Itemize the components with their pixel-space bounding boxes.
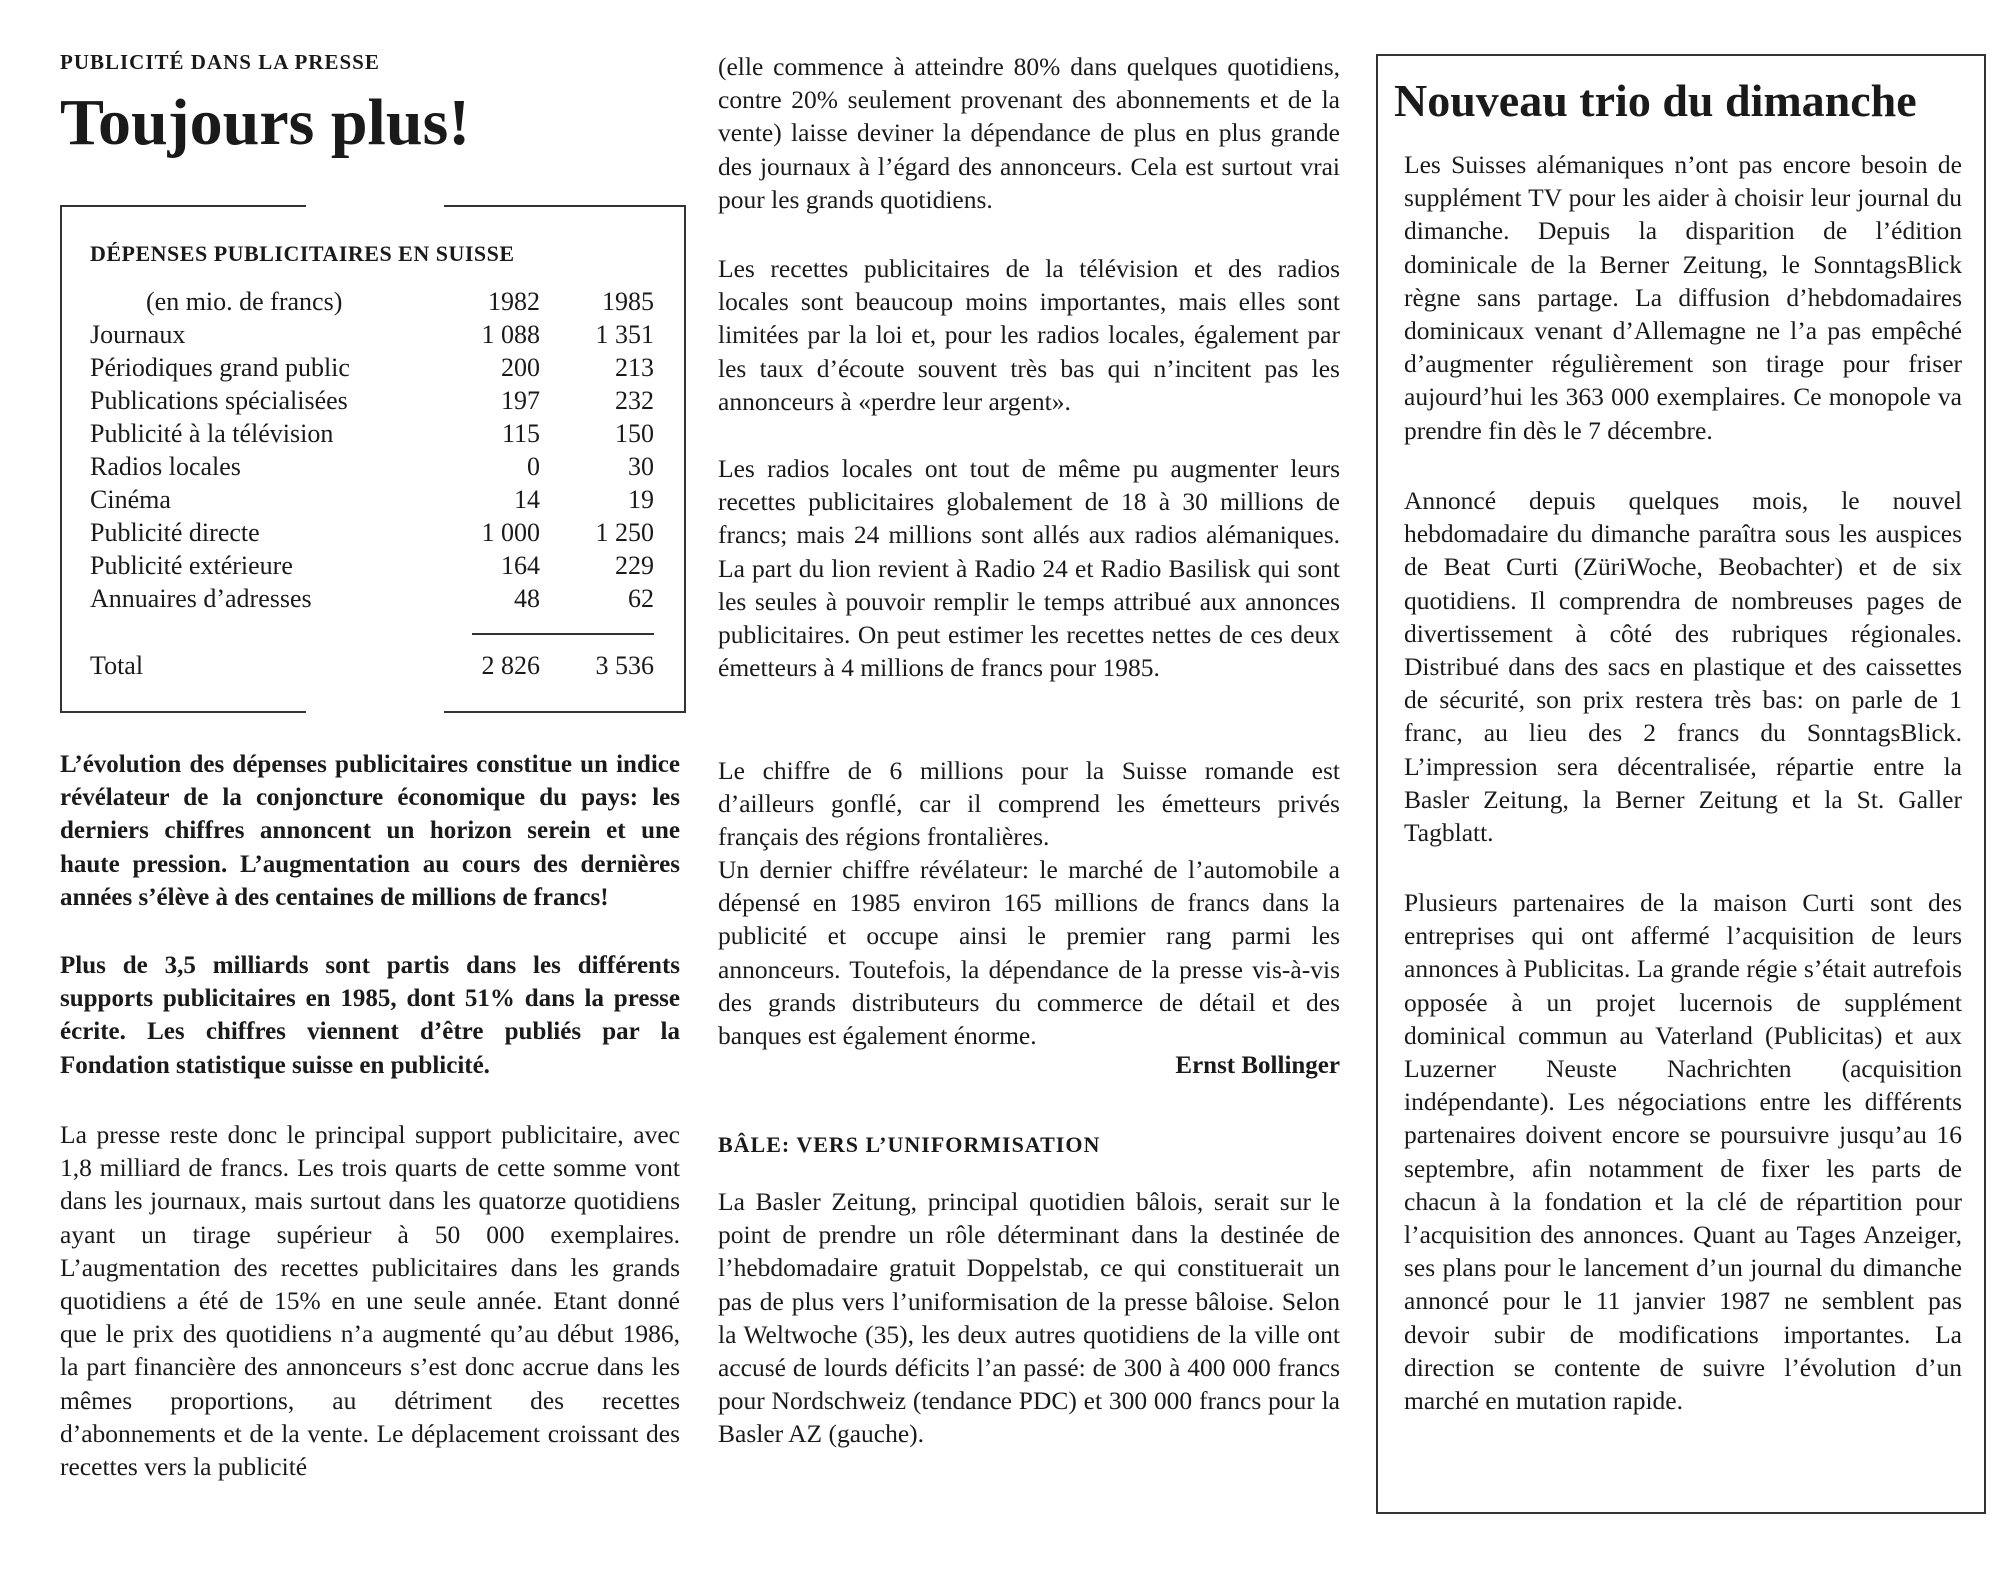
- sidebar-paragraph-1: Les Suisses alémaniques n’ont pas encore besoin de supplément TV pour les aider à choisir leur journal du dimanche. Depuis la disparition de l’édition dominicale de la Berner Zeitung, le SonntagsBlick règne sans partage. La diffusion d’hebdomadaires dominicaux venant d’Allemagne ne l’a pas empêché d’augmenter régulièrement son tirage pour friser aujourd’hui les 363 000 exemplaires. Ce monopole va prendre fin dès le 7 décembre.: [1404, 150, 1962, 445]
- row-label: Publicité à la télévision: [90, 419, 334, 448]
- sidebar-story-box: [1376, 54, 1986, 1514]
- table-row: [90, 450, 660, 483]
- row-value-1985: 30: [628, 452, 654, 481]
- table-year-1985: 1985: [602, 287, 654, 316]
- row-label: Périodiques grand public: [90, 353, 350, 382]
- article-kicker: PUBLICITÉ DANS LA PRESSE: [60, 50, 380, 74]
- lead-paragraph-1: L’évolution des dépenses publicitaires constitue un indice révélateur de la conjoncture économique du pays: les derniers chiffres annoncent un horizon serein et une haute pression. L’augmentation au cours des dernières années s’élève à des centaines de millions de francs!: [60, 751, 680, 911]
- row-value-1982: 1 088: [481, 320, 540, 349]
- table-row: [90, 483, 660, 516]
- body-paragraph-2: (elle commence à atteindre 80% dans quelques quotidiens, contre 20% seulement provenant des abonnements et de la vente) laisse deviner la dépendance de plus en plus grande des journaux à l’égard des annonceurs. Cela est surtout vrai pour les grands quotidiens.: [718, 52, 1340, 214]
- row-value-1982: 0: [527, 452, 540, 481]
- table-header-row: [90, 285, 660, 318]
- table-border-bottom-right: [444, 711, 686, 713]
- row-value-1982: 197: [501, 386, 540, 415]
- sidebar-paragraph-3: Plusieurs partenaires de la maison Curti sont des entreprises qui ont affermé l’acquisition de leurs annonces à Publicitas. La grande régie s’était autrefois opposée à un projet lucernois de supplément dominical commun au Vaterland (Publicitas) et aux Luzerner Neuste Nachrichten (acquisition indépendante). Les négociations entre les différents partenaires doivent encore se poursuivre jusqu’au 16 septembre, afin notamment de fixer les parts de chacun à la fondation et la clé de répartition pour l’acquisition des annonces. Quant au Tages Anzeiger, ses plans pour le lancement d’un journal du dimanche annoncé pour le 11 janvier 1987 ne semblent pas devoir subir de modifications importantes. La direction se contente de suivre l’évolution d’un marché en mutation rapide.: [1404, 888, 1962, 1416]
- table-row: [90, 351, 660, 384]
- table-row: [90, 318, 660, 351]
- sidebar-story-title: Nouveau trio du dimanche: [1394, 75, 1917, 126]
- row-value-1985: 213: [615, 353, 654, 382]
- total-label: Total: [90, 651, 144, 680]
- row-value-1982: 115: [501, 419, 540, 448]
- table-border-bottom-left: [60, 711, 306, 713]
- row-label: Publicité extérieure: [90, 551, 293, 580]
- body-paragraph-7: La Basler Zeitung, principal quotidien bâlois, serait sur le point de prendre un rôle déterminant dans la destinée de l’hebdomadaire gratuit Doppelstab, ce qui constituerait un pas de plus vers l’uniformisation de la presse bâloise. Selon la Weltwoche (35), les deux autres quotidiens de la ville ont accusé de lourds déficits l’an passé: de 300 à 400 000 francs pour Nordschweiz (tendance PDC) et 300 000 francs pour la Basler AZ (gauche).: [718, 1187, 1340, 1449]
- body-paragraph-4: Les radios locales ont tout de même pu augmenter leurs recettes publicitaires globalement de 18 à 30 millions de francs; mais 24 millions sont allés aux radios alémaniques. La part du lion revient à Radio 24 et Radio Basilisk qui sont les seules à pouvoir remplir le temps attribué aux annonces publicitaires. On peut estimer les recettes nettes de ces deux émetteurs à 4 millions de francs pour 1985.: [718, 454, 1340, 683]
- table-unit: (en mio. de francs): [146, 287, 343, 316]
- row-value-1985: 1 250: [595, 518, 654, 547]
- row-label: Publications spécialisées: [90, 386, 348, 415]
- table-row: [90, 582, 660, 615]
- table-row: [90, 384, 660, 417]
- table-border-top-left: [60, 205, 306, 207]
- row-value-1982: 14: [514, 485, 540, 514]
- row-value-1982: 1 000: [481, 518, 540, 547]
- advertising-spending-table: [60, 205, 686, 713]
- row-value-1985: 62: [628, 584, 654, 613]
- table-border-top-right: [444, 205, 686, 207]
- section-heading: BÂLE: VERS L’UNIFORMISATION: [718, 1132, 1101, 1157]
- body-paragraph-6: Un dernier chiffre révélateur: le marché de l’automobile a dépensé en 1985 environ 165 millions de francs dans la publicité et occupe ainsi le premier rang parmi les annonceurs. Toutefois, la dépendance de la presse vis-à-vis des grands distributeurs du commerce de détail et des banques est également énorme.: [718, 855, 1340, 1051]
- row-value-1985: 232: [615, 386, 654, 415]
- table-title: DÉPENSES PUBLICITAIRES EN SUISSE: [90, 241, 515, 266]
- row-value-1982: 164: [501, 551, 540, 580]
- body-paragraph-3: Les recettes publicitaires de la télévision et des radios locales sont beaucoup moins importantes, mais elles sont limitées par la loi et, pour les radios locales, également par les taux d’écoute souvent très bas qui n’incitent pas les annonceurs à «perdre leur argent».: [718, 254, 1340, 416]
- row-value-1982: 200: [501, 353, 540, 382]
- article-headline: Toujours plus!: [60, 86, 471, 159]
- body-paragraph-5: Le chiffre de 6 millions pour la Suisse romande est d’ailleurs gonflé, car il comprend les émetteurs privés français des régions frontalières.: [718, 756, 1340, 852]
- table-total-row: [90, 649, 660, 682]
- row-label: Radios locales: [90, 452, 241, 481]
- row-value-1985: 229: [615, 551, 654, 580]
- body-paragraph-1: La presse reste donc le principal support publicitaire, avec 1,8 milliard de francs. Les trois quarts de cette somme vont dans les journaux, mais surtout dans les quatorze quotidiens ayant un tirage supérieur à 50 000 exemplaires. L’augmentation des recettes publicitaires dans les grands quotidiens a été de 15% en une seule année. Etant donné que le prix des quotidiens n’a augmenté qu’au début 1986, la part financière des annonceurs s’est donc accrue dans les mêmes proportions, au détriment des recettes d’abonnements et de la vente. Le déplacement croissant des recettes vers la publicité: [60, 1120, 680, 1482]
- table-year-1982: 1982: [488, 287, 540, 316]
- total-divider: [472, 633, 654, 635]
- lead-paragraph-2: Plus de 3,5 milliards sont partis dans les différents supports publicitaires en 1985, dont 51% dans la presse écrite. Les chiffres viennent d’être publiés par la Fondation statistique suisse en publicité.: [60, 952, 680, 1079]
- row-label: Publicité directe: [90, 518, 260, 547]
- row-label: Journaux: [90, 320, 186, 349]
- sidebar-paragraph-2: Annoncé depuis quelques mois, le nouvel hebdomadaire du dimanche paraîtra sous les auspices de Beat Curti (ZüriWoche, Beobachter) et de six quotidiens. Il comprendra de nombreuses pages de divertissement à côté des rubriques régionales. Distribué dans des sacs en plastique et des caissettes de sécurité, son prix restera très bas: on parle de 1 franc, au lieu des 2 francs du SonntagsBlick. L’impression sera décentralisée, répartie entre la Basler Zeitung, la Berner Zeitung et la St. Galler Tagblatt.: [1404, 486, 1962, 848]
- total-value-1985: 3 536: [595, 651, 654, 680]
- row-value-1985: 150: [615, 419, 654, 448]
- table-row: [90, 417, 660, 450]
- row-label: Cinéma: [90, 485, 171, 514]
- table-row: [90, 516, 660, 549]
- total-value-1982: 2 826: [481, 651, 540, 680]
- row-label: Annuaires d’adresses: [90, 584, 312, 613]
- table-row: [90, 549, 660, 582]
- author-byline: Ernst Bollinger: [1175, 1052, 1340, 1079]
- row-value-1985: 19: [628, 485, 654, 514]
- row-value-1982: 48: [514, 584, 540, 613]
- row-value-1985: 1 351: [595, 320, 654, 349]
- final-paragraph-block: [718, 853, 1340, 1093]
